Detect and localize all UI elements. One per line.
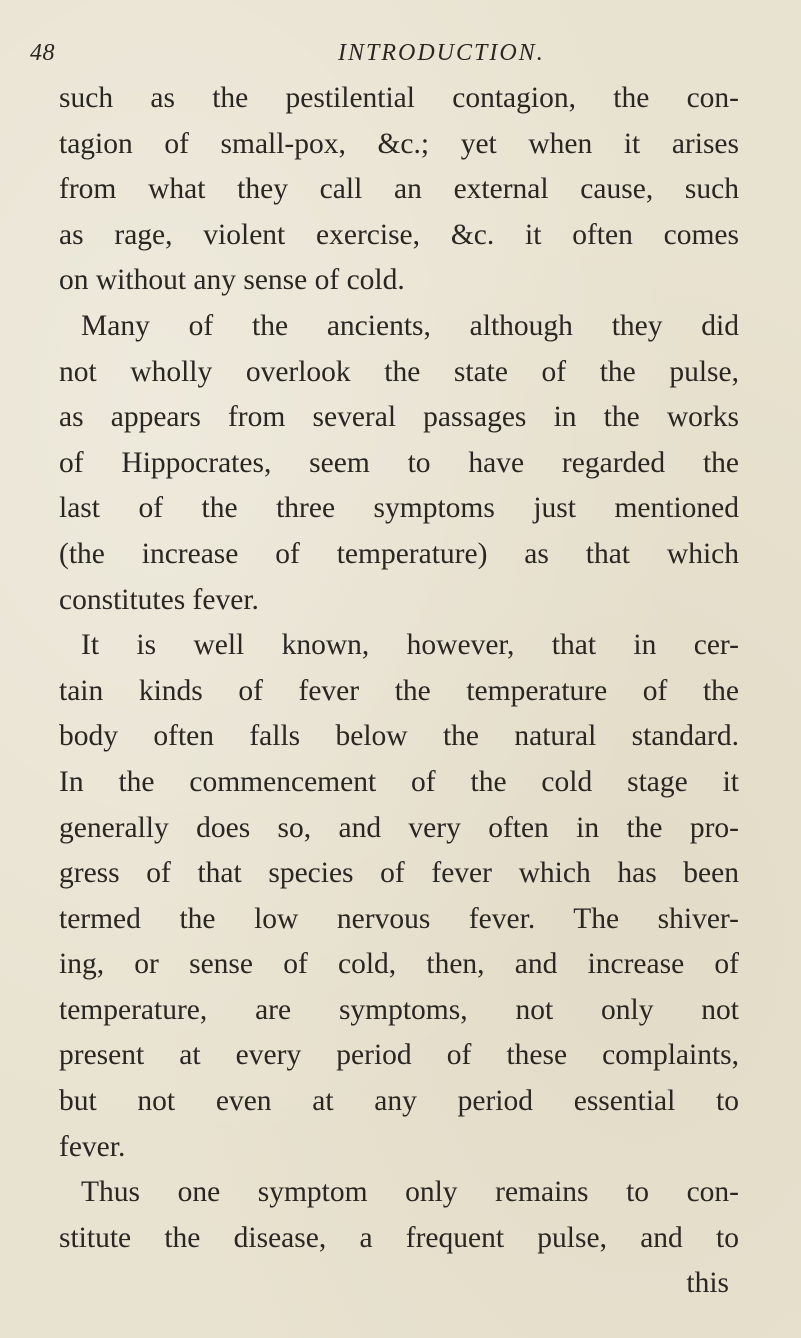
text-line: ing, or sense of cold, then, and increase of: [59, 948, 739, 981]
text-line: fever.: [59, 1130, 126, 1163]
text-line: tain kinds of fever the temperature of the: [59, 674, 739, 707]
text-line: tagion of small-pox, &c.; yet when it arises: [59, 127, 739, 160]
text-line: from what they call an external cause, such: [59, 173, 739, 206]
text-line: on without any sense of cold.: [59, 264, 405, 297]
text-line: as appears from several passages in the works: [59, 401, 739, 434]
text-line: such as the pestilential contagion, the con-: [59, 82, 739, 114]
running-title: INTRODUCTION.: [338, 40, 545, 66]
text-line: temperature, are symptoms, not only not: [59, 993, 739, 1026]
text-line: termed the low nervous fever. The shiver-: [59, 902, 739, 935]
text-line: (the increase of temperature) as that which: [59, 537, 739, 570]
text-line: as rage, violent exercise, &c. it often comes: [59, 218, 739, 251]
text-line: of Hippocrates, seem to have regarded the: [59, 446, 739, 479]
catchword: this: [686, 1267, 729, 1300]
text-line: last of the three symptoms just mentioned: [59, 492, 739, 525]
text-line: not wholly overlook the state of the pulse,: [59, 355, 739, 388]
text-line: constitutes fever.: [59, 583, 259, 616]
text-line: gress of that species of fever which has been: [59, 857, 739, 890]
running-head: [30, 40, 770, 74]
text-line: generally does so, and very often in the pro-: [59, 811, 739, 844]
text-line: but not even at any period essential to: [59, 1085, 739, 1118]
text-line: present at every period of these complaints,: [59, 1039, 739, 1072]
text-line: It is well known, however, that in cer-: [81, 629, 739, 662]
page-number: 48: [30, 40, 55, 66]
text-line: Thus one symptom only remains to con-: [81, 1176, 739, 1209]
text-line: stitute the disease, a frequent pulse, and to: [59, 1221, 739, 1254]
text-line: Many of the ancients, although they did: [81, 309, 739, 342]
text-line: In the commencement of the cold stage it: [59, 765, 739, 798]
body-text: [59, 76, 739, 1307]
text-line: body often falls below the natural standard.: [59, 720, 739, 753]
